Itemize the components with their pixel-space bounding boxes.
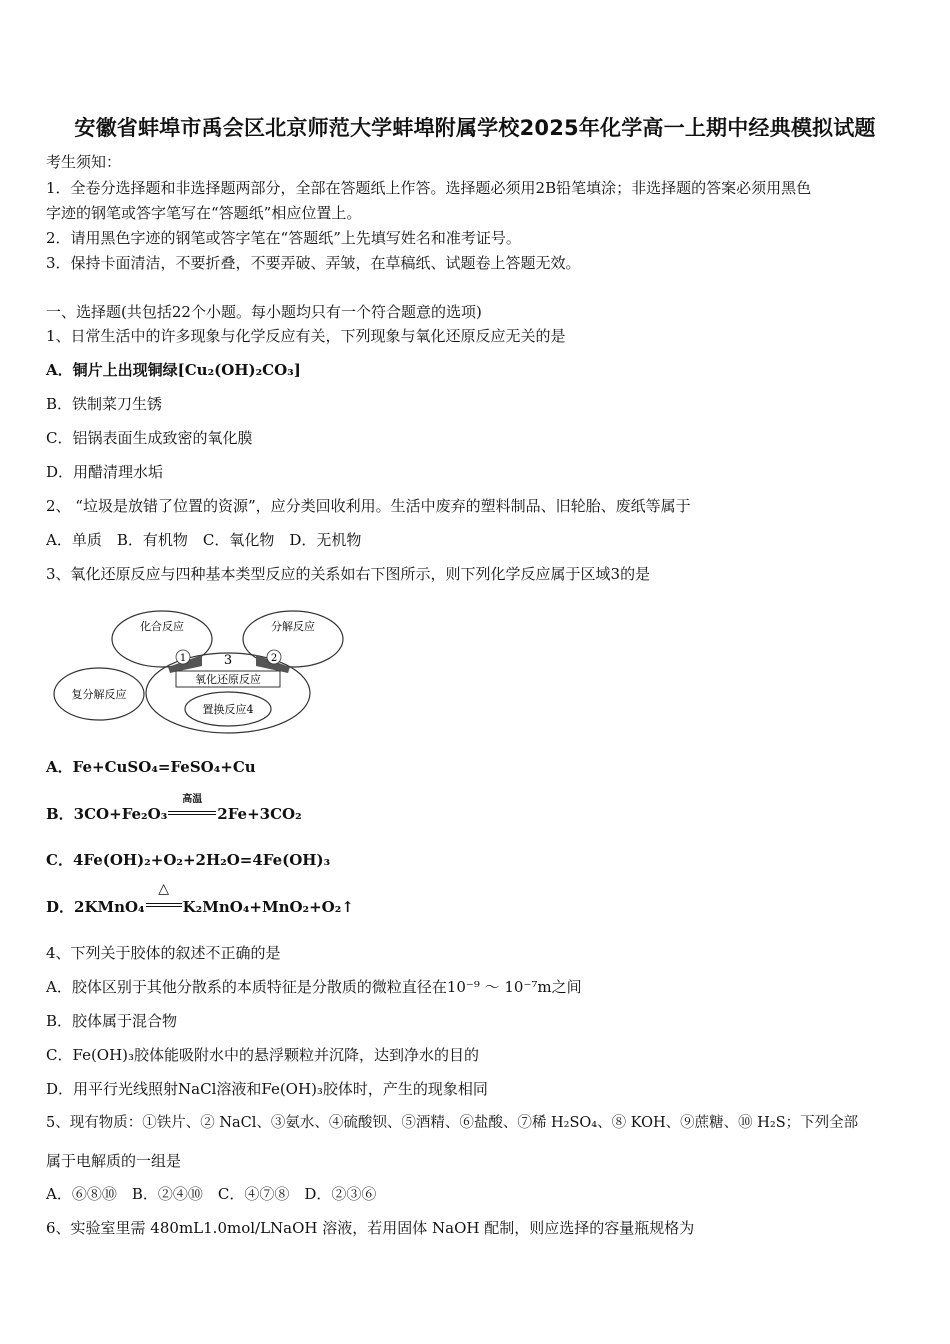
- question-3-stem: 3、氧化还原反应与四种基本类型反应的关系如右下图所示，则下列化学反应属于区域3的是: [46, 565, 651, 583]
- question-3-option-a: A．Fe+CuSO₄=FeSO₄+Cu: [46, 758, 256, 776]
- question-1-stem: 1、日常生活中的许多现象与化学反应有关，下列现象与氧化还原反应无关的是: [46, 327, 566, 345]
- question-1-option-c: C．铝锅表面生成致密的氧化膜: [46, 429, 253, 447]
- notice-item-1: 1．全卷分选择题和非选择题两部分，全部在答题纸上作答。选择题必须用2B铅笔填涂；非选择题的答案必须用黑色: [46, 179, 812, 197]
- replacement-label: 置换反应4: [202, 703, 254, 716]
- question-5-stem: 5、现有物质：①铁片、② NaCl、③氨水、④硫酸钡、⑤酒精、⑥盐酸、⑦稀 H₂SO₄、⑧ KOH、⑨蔗糖、⑩ H₂S；下列全部: [46, 1115, 859, 1131]
- heat-arrow: [145, 881, 183, 917]
- region-2-label: 2: [270, 653, 278, 664]
- equals-sign: [146, 903, 182, 907]
- question-6-stem: 6、实验室里需 480mL1.0mol/LNaOH 溶液，若用固体 NaOH 配制，则应选择的容量瓶规格为: [46, 1219, 695, 1237]
- notice-item-2: 2．请用黑色字迹的钢笔或答字笔在“答题纸”上先填写姓名和准考证号。: [46, 229, 521, 247]
- question-3-option-c: C．4Fe(OH)₂+O₂+2H₂O=4Fe(OH)₃: [46, 851, 331, 869]
- equals-sign: [168, 811, 216, 815]
- question-2-options: A．单质 B．有机物 C．氧化物 D．无机物: [46, 531, 362, 549]
- reaction-types-diagram: [50, 605, 350, 735]
- question-5-options: A．⑥⑧⑩ B．②④⑩ C．④⑦⑧ D．②③⑥: [46, 1185, 377, 1203]
- option-d-reactants: D．2KMnO₄: [46, 898, 145, 916]
- decomposition-label: 分解反应: [271, 620, 315, 633]
- question-1-option-b: B．铁制菜刀生锈: [46, 395, 163, 413]
- region-3-label: 3: [223, 653, 233, 668]
- notice-heading: 考生须知：: [46, 153, 122, 171]
- question-3-option-d: [46, 881, 354, 917]
- notice-item-1-cont: 字迹的钢笔或答字笔写在“答题纸”相应位置上。: [46, 204, 362, 222]
- question-1-option-a: A．铜片上出现铜绿[Cu₂(OH)₂CO₃]: [46, 361, 301, 379]
- question-4-option-b: B．胶体属于混合物: [46, 1012, 178, 1030]
- section-heading: 一、选择题(共包括22个小题。每小题均只有一个符合题意的选项): [46, 303, 482, 321]
- double-replacement-label: 复分解反应: [71, 688, 127, 701]
- combination-label: 化合反应: [140, 620, 184, 633]
- notice-item-3: 3．保持卡面清洁，不要折叠，不要弄破、弄皱，在草稿纸、试题卷上答题无效。: [46, 254, 581, 272]
- region-1-label: 1: [179, 653, 187, 664]
- question-4-option-c: C．Fe(OH)₃胶体能吸附水中的悬浮颗粒并沉降，达到净水的目的: [46, 1046, 480, 1064]
- option-b-products: 2Fe+3CO₂: [217, 805, 302, 823]
- page-title: 安徽省蚌埠市禹会区北京师范大学蚌埠附属学校2025年化学高一上期中经典模拟试题: [74, 116, 876, 140]
- question-1-option-d: D．用醋清理水垢: [46, 463, 164, 481]
- high-temp-arrow: [167, 794, 217, 824]
- redox-label: 氧化还原反应: [195, 673, 261, 686]
- question-4-option-d: D．用平行光线照射NaCl溶液和Fe(OH)₃胶体时，产生的现象相同: [46, 1080, 488, 1098]
- question-4-option-a: A．胶体区别于其他分散系的本质特征是分散质的微粒直径在10⁻⁹ ～ 10⁻⁷m之间: [46, 978, 582, 996]
- option-b-reactants: B．3CO+Fe₂O₃: [46, 805, 168, 823]
- question-2-stem: 2、 “垃圾是放错了位置的资源”，应分类回收利用。生活中废弃的塑料制品、旧轮胎、废纸等属于: [46, 497, 691, 515]
- heat-condition: △: [158, 881, 170, 897]
- question-4-stem: 4、下列关于胶体的叙述不正确的是: [46, 944, 281, 962]
- question-5-stem-cont: 属于电解质的一组是: [46, 1152, 182, 1170]
- high-temp-condition: 高温: [182, 794, 203, 805]
- question-3-option-b: [46, 794, 302, 824]
- option-d-products: K₂MnO₄+MnO₂+O₂↑: [182, 898, 354, 916]
